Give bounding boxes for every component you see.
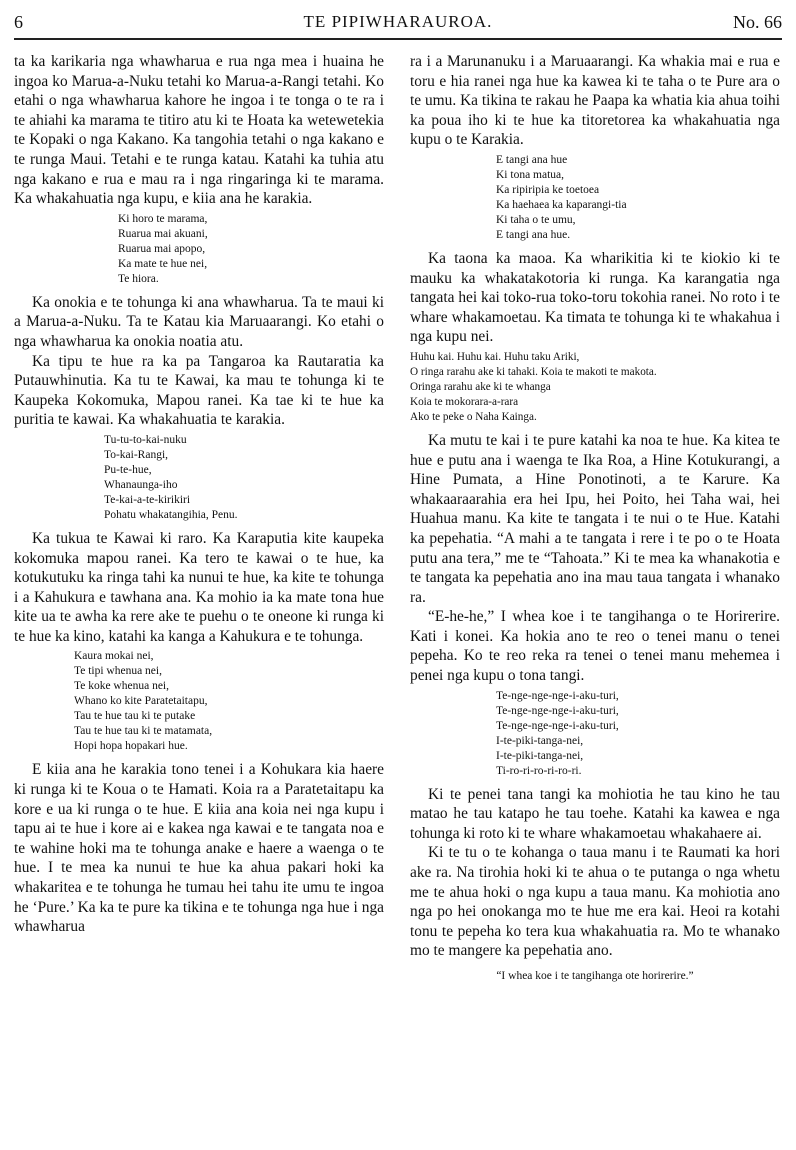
verse-line: Ka haehaea ka kaparangi-tia [496,198,627,211]
verse-line: Te-kai-a-te-kirikiri [104,493,191,506]
verse-line: Pohatu whakatangihia, Penu. [104,508,238,521]
verse-line: Tu-tu-to-kai-nuku [104,433,187,446]
verse-line: Whanaunga-iho [104,478,178,491]
verse-line: Te tipi whenua nei, [74,665,162,678]
verse-block [14,649,384,754]
verse-line: Ki taha o te umu, [496,213,576,226]
verse-line: Oringa rarahu ake ki te whanga [410,380,551,393]
verse-line: To-kai-Rangi, [104,448,169,461]
verse-line: E tangi ana hue. [496,228,571,241]
verse-line: Kaura mokai nei, [74,650,154,663]
paragraph: Ka taona ka maoa. Ka wharikitia ki te kiokio ki te mauku ka whakatakotoria ki runga. Ka karangatia nga tangata hei kai toko-rua toko-toru tokohia ranei. No roto i te whare whakamoetau. Ka timata te tohunga ki te whakahua i nga kupu nei. [410,249,780,346]
issue-number: No. 66 [733,12,782,32]
verse-line: O ringa rarahu ake ki tahaki. Koia te makoti te makota. [410,365,657,378]
closing-caption: “I whea koe i te tangihanga ote horirerire.” [496,970,694,982]
verse-line: Huhu kai. Huhu kai. Huhu taku Ariki, [410,350,580,363]
verse-line: Te koke whenua nei, [74,680,169,693]
verse-line: I-te-piki-tanga-nei, [496,749,584,762]
verse-line: I-te-piki-tanga-nei, [496,734,584,747]
right-column [410,52,780,987]
paragraph: Ka tipu te hue ra ka pa Tangaroa ka Rautaratia ka Putauwhinutia. Ka tu te Kawai, ka mau te tohunga ki te Kaupeka Kokomuka, Mapou ranei. Ka tae ki te hue ka puritia te kawai. Ka whakahuatia te karakia. [14,352,384,429]
paragraph: Ki te tu o te kohanga o taua manu i te Raumati ka hori ake ra. Na tirohia hoki ki te ahua o te putanga o nga whetu me te ahua hoki o nga kupu a taua manu. Ka mohiotia ano nga po hei onokanga mo te hue me era kai. Heoi ra kotahi tonu te pepeha ko tera kua whakahuatia ra. Mo te whanako mo te mangere ka pepehatia ano. [410,844,780,960]
page-header [14,12,782,34]
verse-block [14,212,384,287]
paragraph: “E-he-he,” I whea koe i te tangihanga o te Horirerire. Kati i konei. Ka hokia ano te reo o tenei manu o tenei pepeha. Ko te reo reka ra tenei o tenei manu mehemea i penei nga kupu o tona tangi. [410,608,780,685]
verse-line: Hopi hopa hopakari hue. [74,740,188,753]
verse-block [410,153,780,243]
verse-line: Whano ko kite Paratetaitapu, [74,695,208,708]
verse-line: Pu-te-hue, [104,463,152,476]
verse-block [14,433,384,523]
verse-line: Tau te hue tau ki te matamata, [74,725,213,738]
paragraph: Ka onokia e te tohunga ki ana whawharua. Ta te maui ki a Marua-a-Nuku. Ta te Katau kia Maruaarangi. Ko etahi o nga whawharua ka onokia noatia atu. [14,293,384,350]
page-number: 6 [14,12,23,32]
left-column [14,52,384,937]
verse-block [410,350,780,425]
verse-line: Ki horo te marama, [118,212,208,225]
verse-line: Te-nge-nge-nge-i-aku-turi, [496,689,619,702]
verse-line: Ki tona matua, [496,168,565,181]
verse-line: Ti-ro-ri-ro-ri-ro-ri. [496,764,582,777]
paragraph: ta ka karikaria nga whawharua e rua nga mea i huaina he ingoa ko Marua-a-Nuku tetahi ko Marua-a-Rangi tetahi. Ko etahi o nga whawharua kahore he ingoa i te tonga o te ra i te ahiahi ka marama te titiro atu ki te Hoata ka wetewetekia te Kopaki o nga Kakano. Ka tangohia tetahi o nga kakano e te runga Maui. Tetahi e te runga katau. Katahi ka tuhia atu nga kakano e rua e mau ra i nga ringaringa ki te marama. Ka whakahuatia nga kupu, e kiia ana he karakia. [14,53,384,208]
verse-line: Te-nge-nge-nge-i-aku-turi, [496,719,619,732]
verse-line: Te-nge-nge-nge-i-aku-turi, [496,704,619,717]
paragraph: Ki te penei tana tangi ka mohiotia he tau kino he tau matao he tau katapo he tau toehe. Katahi ka kawea e nga tohunga ki roto ki te whare whakamoetau whakahaere ai. [410,785,780,842]
verse-line: Ka ripiripia ke toetoea [496,183,600,196]
verse-line: Ruarua mai akuani, [118,227,208,240]
paragraph: ra i a Marunanuku i a Maruaarangi. Ka whakia mai e rua e toru e hia ranei nga hue ka kawea ki te taha o te Pure ara o te umu. Ka tikina te rakau he Paapa ka whatia kia ahua toihi ka poua iho ki te hue ka titoretorea ka whakahuatia nga kupu o te Karakia. [410,53,780,149]
verse-line: E tangi ana hue [496,153,568,166]
verse-line: Ka mate te hue nei, [118,257,208,270]
paragraph: Ka mutu te kai i te pure katahi ka noa te hue. Ka kitea te hue e putu ana i waenga te Ika Roa, a Hine Kotukurangi, a Hine Pumata, a Hine Ponotinoti, a te Karure. Ka whakaaraarahia era hei Ipu, hei Poito, hei Taha wai, hei Huahua manu. Ka kite te tangata i te nui o te Hue. Katahi ka pepehatia. “A mahi a te tangata i rere i te po o te Hoata putu ana tera,” me te “Tahoata.” Ki te mea ka whanakotia e te tangata ka pepehatia ano ina mau taua tangata i whanako ra. [410,431,780,606]
verse-line: Koia te mokorara-a-rara [410,395,519,408]
verse-line: Ako te peke o Naha Kainga. [410,410,537,423]
header-rule [14,38,782,40]
verse-line: Tau te hue tau ki te putake [74,710,196,723]
paragraph: E kiia ana he karakia tono tenei i a Kohukara kia haere ki runga ki te Koua o te Hamati. Koia ra a Paratetaitapu ka kore e ua ki runga o te hue. E kiia ana koia nei nga kupu i tapu ai te hue i kore ai e kakea nga kawai e te tangata noa e te wahine hoki ma te tohunga anake e haere a waenga o te hue. I te mea ka nunui te hue ka ahua pakari hoki ka whakaritea e te tohunga he tumau hei tahu ite umu te ingoa he ‘Pure.’ Ka ka te pure ka tikina e te tohunga nga hue i nga whawharua [14,761,384,936]
verse-line: Ruarua mai apopo, [118,242,206,255]
verse-block [410,689,780,779]
verse-line: Te hiora. [118,272,159,285]
paragraph: Ka tukua te Kawai ki raro. Ka Karaputia kite kaupeka kokomuka mapou ranei. Ka tero te kawai o te hue, ka kotukutuku ka ringa tahi ka nunui te hue, ka kite te tohunga i a Kahukura e tawhana ana. Ka mohio ia ka mate tona hue kite ua te awha ka rere ake te puehu o te oneone ki runga ki te hue ka kino, katahi ka kanga a Kahukura e te tohunga. [14,529,384,645]
publication-title: TE PIPIWHARAUROA. [303,12,493,31]
